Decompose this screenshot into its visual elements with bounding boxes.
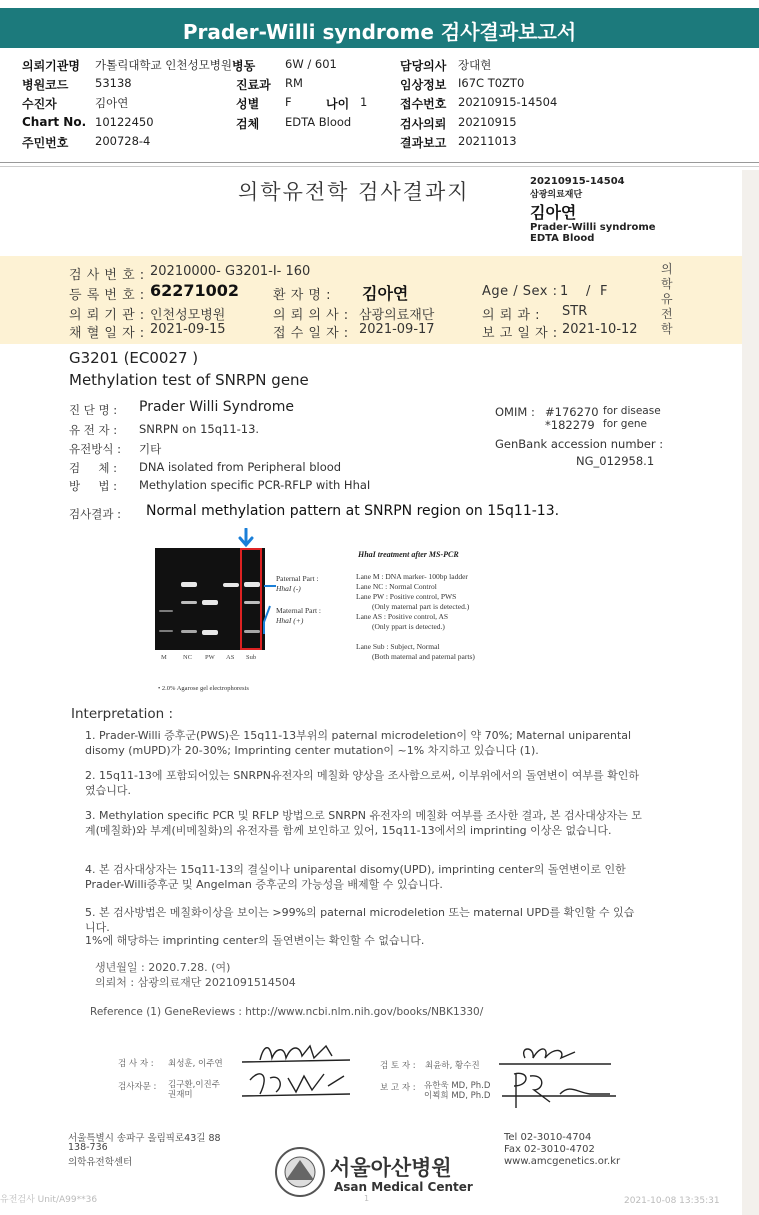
arrow-down-icon [237, 528, 255, 550]
gel-band [159, 630, 173, 632]
interpretation-item: 2. 15q11-13에 포함되어있는 SNRPN유전자의 메칠화 양상을 조사함으로써, 이부위에서의 돌연변이 여부를 확인하였습니다. [85, 769, 640, 797]
field-value: 20210915-14504 [458, 95, 558, 109]
info-value: 20210000- G3201-I- 160 [150, 264, 311, 279]
legend-line: Lane NC : Normal Control [356, 582, 437, 591]
signer-label: 검 사 자 : [118, 1059, 154, 1069]
field-value: 53138 [95, 76, 132, 90]
omim-gene-id: *182279 [545, 418, 595, 432]
test-name: Methylation test of SNRPN gene [69, 371, 309, 389]
legend-line: (Only ppart is detected.) [372, 622, 445, 631]
test-code: G3201 (EC0027 ) [69, 349, 199, 367]
gel-band [181, 630, 197, 633]
field-label: 수진자 [22, 97, 57, 111]
info-label: 의 뢰 기 관 : [69, 308, 145, 323]
legend-line: Lane AS : Positive control, AS [356, 612, 449, 621]
info-value: 1 [560, 284, 569, 299]
interpretation-item: 3. Methylation specific PCR 및 RFLP 방법으로 SNRPN 유전자의 메칠화 여부를 조사한 결과, 본 검사대상자는 모계(메칠화)와 부계(비메칠화)의 유전자를 함께 보인하고 있어, 15q11-13에서의 imprinting 이상은 없습니다. [85, 809, 642, 837]
field-label: 접수번호 [400, 97, 447, 111]
info-label: 채 혈 일 자 : [69, 326, 145, 341]
page-number: 1 [364, 1194, 370, 1203]
gel-band [181, 601, 197, 604]
detail-label: 유 전 자 : [69, 423, 118, 437]
paternal-label: Paternal Part : [276, 574, 319, 583]
info-label: 의 뢰 과 : [482, 308, 540, 323]
result-text: Normal methylation pattern at SNRPN region on 15q11-13. [146, 503, 560, 519]
info-value: 2021-10-12 [562, 322, 638, 337]
info-value: 2021-09-17 [359, 322, 435, 337]
lane-label: NC [183, 654, 193, 661]
info-label: Age / Sex : [482, 284, 558, 299]
paternal-note: HhaI (-) [276, 584, 301, 593]
lane-label: PW [205, 654, 215, 661]
info-value: F [600, 284, 608, 299]
lane-label: Sub [246, 654, 257, 661]
gel-band [202, 630, 218, 635]
field-value: F [285, 95, 292, 109]
lane-label: M [161, 654, 167, 661]
field-value: 가톨릭대학교 인천성모병원 [95, 58, 232, 72]
detail-value: Methylation specific PCR-RFLP with HhaI [139, 478, 371, 492]
genbank-value: NG_012958.1 [576, 454, 655, 468]
report-heading: 의학유전학 검사결과지 [238, 180, 470, 204]
signature-image [500, 1066, 620, 1112]
signer-label: 검사자문 : [118, 1082, 157, 1092]
requester: 의뢰처 : 삼광의료재단 2021091514504 [95, 976, 296, 989]
signer-names: 유한욱 MD, Ph.D 이뵉희 MD, Ph.D [424, 1081, 491, 1101]
subject-lane-highlight [240, 548, 262, 650]
field-value: EDTA Blood [285, 115, 352, 129]
report-title-bar [0, 8, 759, 48]
interpretation-item: 1. Prader-Willi 증후군(PWS)은 15q11-13부위의 paternal microdeletion이 약 70%; Maternal uniparental disomy (mUPD)가 20-30%; Imprinting center mutation이 ~1% 차지하고 있습니다 (1). [85, 729, 632, 757]
result-label: 검사결과 : [69, 507, 121, 521]
field-label: Chart No. [22, 115, 87, 129]
interpretation-title: Interpretation : [71, 706, 174, 722]
omim-label: OMIM : [495, 405, 535, 419]
field-value: 20210915 [458, 115, 517, 129]
signature-image [240, 1066, 355, 1100]
field-value: 1 [360, 95, 368, 109]
contact-line: www.amcgenetics.or.kr [504, 1156, 621, 1167]
info-value: 삼광의료재단 [359, 308, 435, 323]
field-value: I67C T0ZT0 [458, 76, 525, 90]
gel-band [181, 582, 197, 587]
field-label: 주민번호 [22, 136, 69, 150]
field-label: 병원코드 [22, 78, 69, 92]
maternal-label: Maternal Part : [276, 606, 321, 615]
legend-line [356, 632, 475, 642]
registration-number: 62271002 [150, 281, 240, 300]
lane-label: AS [226, 654, 235, 661]
field-label: 검사의뢰 [400, 117, 447, 131]
divider [0, 162, 759, 163]
signer-names: 최성훈, 이주연 [168, 1059, 223, 1069]
info-value: 2021-09-15 [150, 322, 226, 337]
birth-date: 생년월일 : 2020.7.28. (여) [95, 961, 231, 974]
signer-label: 검 토 자 : [380, 1061, 416, 1071]
legend-line: (Both maternal and paternal parts) [372, 652, 475, 661]
info-label: 등 록 번 호 : [69, 288, 145, 303]
figure-caption: • 2.0% Agarose gel electrophoresis [158, 685, 249, 692]
contact-line: Fax 02-3010-4702 [504, 1144, 595, 1155]
stamp-name: 김아연 [530, 203, 577, 222]
figure-title: HhaI treatment after MS-PCR [358, 550, 459, 559]
address-line: 의학유전학센터 [68, 1157, 133, 1168]
stamp-line: Prader-Willi syndrome [530, 222, 656, 233]
page-edge [742, 170, 759, 1215]
stamp-line: 20210915-14504 [530, 176, 625, 187]
gel-band [223, 583, 239, 587]
gel-band [159, 610, 173, 612]
field-value: 10122450 [95, 115, 154, 129]
stamp-line: 삼광의료재단 [530, 190, 583, 200]
footer-timestamp: 2021-10-08 13:35:31 [624, 1196, 720, 1206]
detail-label: 유전방식 : [69, 442, 121, 456]
footer-left: 유전검사 Unit/A99**36 [0, 1195, 98, 1205]
address-line: 138-736 [68, 1142, 108, 1153]
field-label: 결과보고 [400, 136, 447, 150]
asan-foundation-logo [274, 1146, 326, 1198]
signer-names: 김구환,이진주 권재미 [168, 1080, 220, 1100]
contact-line: Tel 02-3010-4704 [504, 1132, 592, 1143]
figure-legend [356, 572, 475, 662]
patient-name: 김아연 [362, 284, 409, 303]
field-label: 의뢰기관명 [22, 59, 80, 73]
field-value: 김아연 [95, 96, 129, 110]
side-label: 의학유전학 [661, 262, 673, 336]
detail-label: 진 단 명 : [69, 403, 118, 417]
field-value: 200728-4 [95, 134, 151, 148]
legend-line: Lane PW : Positive control, PWS [356, 592, 457, 601]
legend-line: Lane Sub : Subject, Normal [356, 642, 440, 651]
field-value: 20211013 [458, 134, 517, 148]
interpretation-item: 4. 본 검사대상자는 15q11-13의 결실이나 uniparental disomy(UPD), imprinting center의 돌연변이로 인한 Prader-Willi증후군 및 Angelman 증후군의 가능성을 배제할 수 있습니다. [85, 863, 626, 891]
gel-band [202, 600, 218, 605]
detail-label: 방 법 : [69, 479, 118, 493]
field-label: 담당의사 [400, 59, 447, 73]
field-label: 검체 [236, 117, 260, 131]
omim-disease-id: #176270 [545, 405, 599, 419]
hospital-name-en: Asan Medical Center [334, 1180, 473, 1194]
address-line: 서울특별시 송파구 올림픽로43길 88 [68, 1133, 221, 1144]
legend-line: Lane M : DNA marker- 100bp ladder [356, 572, 468, 581]
diagnosis: Prader Willi Syndrome [139, 399, 294, 415]
omim-note: for gene [603, 418, 648, 430]
signer-names: 최윤하, 황수진 [425, 1061, 480, 1071]
info-value: / [586, 284, 591, 299]
field-value: RM [285, 76, 303, 90]
field-label: 진료과 [236, 78, 271, 92]
field-label: 나이 [326, 97, 350, 111]
field-value: 6W / 601 [285, 57, 337, 71]
info-label: 보 고 일 자 : [482, 326, 558, 341]
detail-value: SNRPN on 15q11-13. [139, 422, 260, 436]
legend-line: (Only maternal part is detected.) [372, 602, 470, 611]
info-label: 의 뢰 의 사 : [273, 308, 349, 323]
info-value: 인천성모병원 [150, 308, 226, 323]
hospital-name-ko: 서울아산병원 [330, 1156, 452, 1180]
detail-value: 기타 [139, 442, 162, 456]
info-label: 접 수 일 자 : [273, 326, 349, 341]
info-label: 검 사 번 호 : [69, 268, 145, 283]
field-label: 성별 [236, 97, 260, 111]
interpretation-item: 1%에 해당하는 imprinting center의 돌연변이는 확인할 수 없습니다. [85, 934, 425, 947]
report-title: Prader-Willi syndrome 검사결과보고서 [182, 20, 577, 44]
omim-note: for disease [603, 405, 661, 417]
detail-label: 검 체 : [69, 461, 118, 475]
field-label: 임상정보 [400, 78, 447, 92]
stamp-line: EDTA Blood [530, 233, 595, 244]
signer-label: 보 고 자 : [380, 1083, 416, 1093]
info-value: STR [562, 304, 588, 319]
field-value: 장대현 [458, 58, 492, 72]
genbank-label: GenBank accession number : [495, 437, 664, 451]
field-label: 병동 [232, 59, 256, 73]
reference: Reference (1) GeneReviews : http://www.ncbi.nlm.nih.gov/books/NBK1330/ [90, 1006, 484, 1018]
divider [0, 166, 759, 167]
maternal-note: HhaI (+) [276, 616, 304, 625]
detail-value: DNA isolated from Peripheral blood [139, 460, 342, 474]
info-label: 환 자 명 : [273, 288, 331, 303]
interpretation-item: 5. 본 검사방법은 메칠화이상을 보이는 >99%의 paternal microdeletion 또는 maternal UPD를 확인할 수 있습니다. [85, 906, 635, 934]
